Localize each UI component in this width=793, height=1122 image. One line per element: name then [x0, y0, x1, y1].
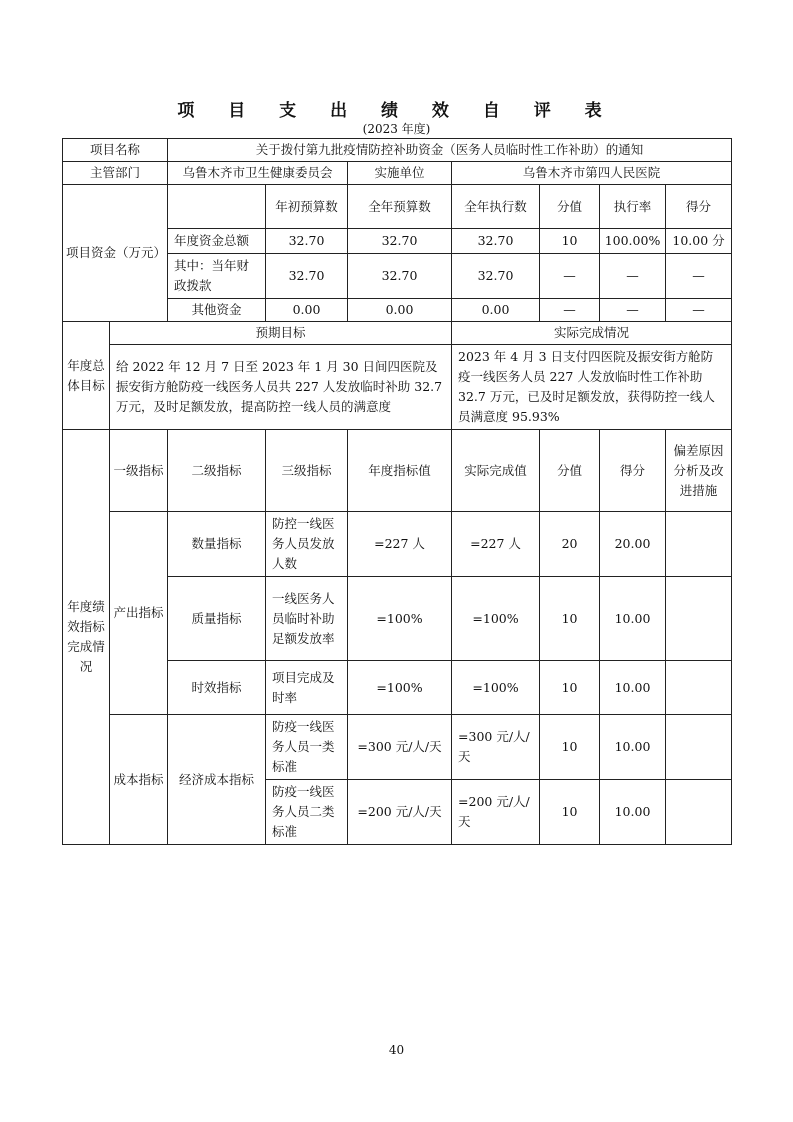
- funds-header: 执行率: [600, 185, 666, 229]
- funds-header: 得分: [666, 185, 732, 229]
- level3-indicator: 防疫一线医务人员一类标准: [266, 715, 348, 780]
- target-value: =200 元/人/天: [348, 780, 452, 845]
- score-value: 10: [540, 780, 600, 845]
- funds-cell: 32.70: [452, 254, 540, 299]
- score: 10.00: [600, 780, 666, 845]
- unit-value: 乌鲁木齐市第四人民医院: [452, 162, 732, 185]
- indicator-header: 三级指标: [266, 430, 348, 512]
- funds-cell: 10: [540, 229, 600, 254]
- goals-label: 年度总体目标: [63, 322, 110, 430]
- funds-cell: 32.70: [348, 229, 452, 254]
- score: 10.00: [600, 715, 666, 780]
- funds-cell: 32.70: [266, 229, 348, 254]
- indicators-section-label: 年度绩效指标完成情况: [63, 430, 110, 845]
- funds-cell: 10.00 分: [666, 229, 732, 254]
- level1-indicator: 产出指标: [110, 512, 168, 715]
- unit-label: 实施单位: [348, 162, 452, 185]
- score-value: 10: [540, 577, 600, 661]
- funds-cell: 32.70: [452, 229, 540, 254]
- project-name-value: 关于拨付第九批疫情防控补助资金（医务人员临时性工作补助）的通知: [168, 139, 732, 162]
- indicator-header: 一级指标: [110, 430, 168, 512]
- level2-indicator: 数量指标: [168, 512, 266, 577]
- score: 10.00: [600, 661, 666, 715]
- indicator-header: 偏差原因分析及改进措施: [666, 430, 732, 512]
- funds-header: 年初预算数: [266, 185, 348, 229]
- self-evaluation-table: [62, 138, 732, 845]
- year-note: (2023 年度): [362, 122, 431, 136]
- indicator-header: 分值: [540, 430, 600, 512]
- target-value: =300 元/人/天: [348, 715, 452, 780]
- score-value: 20: [540, 512, 600, 577]
- level3-indicator: 防控一线医务人员发放人数: [266, 512, 348, 577]
- funds-cell: 0.00: [266, 299, 348, 322]
- actual-result-header: 实际完成情况: [452, 322, 732, 345]
- funds-cell: 100.00%: [600, 229, 666, 254]
- deviation-note: [666, 661, 732, 715]
- level1-indicator: 成本指标: [110, 715, 168, 845]
- funds-header: 分值: [540, 185, 600, 229]
- indicator-header: 年度指标值: [348, 430, 452, 512]
- funds-cell: —: [666, 299, 732, 322]
- funds-row-name: 其中：当年财政拨款: [168, 254, 266, 299]
- actual-value: =227 人: [452, 512, 540, 577]
- actual-value: =300 元/人/天: [452, 715, 540, 780]
- level2-indicator: 经济成本指标: [168, 715, 266, 845]
- score-value: 10: [540, 661, 600, 715]
- level3-indicator: 防疫一线医务人员二类标准: [266, 780, 348, 845]
- funds-cell: 32.70: [266, 254, 348, 299]
- expected-goal-header: 预期目标: [110, 322, 452, 345]
- deviation-note: [666, 512, 732, 577]
- deviation-note: [666, 780, 732, 845]
- actual-value: =100%: [452, 577, 540, 661]
- target-value: =100%: [348, 577, 452, 661]
- indicator-header: 二级指标: [168, 430, 266, 512]
- funds-header: 全年预算数: [348, 185, 452, 229]
- project-name-label: 项目名称: [63, 139, 168, 162]
- actual-result-text: 2023 年 4 月 3 日支付四医院及振安街方舱防疫一线医务人员 227 人发放临时性工作补助 32.7 万元，已及时足额发放，获得防控一线人员满意度 95.93%: [452, 345, 732, 430]
- level2-indicator: 质量指标: [168, 577, 266, 661]
- score: 20.00: [600, 512, 666, 577]
- target-value: =227 人: [348, 512, 452, 577]
- target-value: =100%: [348, 661, 452, 715]
- funds-cell: 0.00: [348, 299, 452, 322]
- funds-cell: 32.70: [348, 254, 452, 299]
- document-title: 项 目 支 出 绩 效 自 评 表: [177, 101, 616, 121]
- dept-label: 主管部门: [63, 162, 168, 185]
- level2-indicator: 时效指标: [168, 661, 266, 715]
- funds-row-name: 年度资金总额: [168, 229, 266, 254]
- score-value: 10: [540, 715, 600, 780]
- funds-cell: —: [600, 299, 666, 322]
- funds-header: 全年执行数: [452, 185, 540, 229]
- funds-cell: —: [600, 254, 666, 299]
- funds-header-blank: [168, 185, 266, 229]
- indicator-header: 实际完成值: [452, 430, 540, 512]
- funds-cell: —: [666, 254, 732, 299]
- level3-indicator: 一线医务人员临时补助足额发放率: [266, 577, 348, 661]
- expected-goal-text: 给 2022 年 12 月 7 日至 2023 年 1 月 30 日间四医院及振安街方舱防疫一线医务人员共 227 人发放临时补助 32.7 万元，及时足额发放，提高防控一线人员的满意度: [110, 345, 452, 430]
- level3-indicator: 项目完成及时率: [266, 661, 348, 715]
- funds-cell: —: [540, 254, 600, 299]
- page-number: 40: [388, 1043, 405, 1057]
- dept-value: 乌鲁木齐市卫生健康委员会: [168, 162, 348, 185]
- funds-cell: —: [540, 299, 600, 322]
- deviation-note: [666, 577, 732, 661]
- score: 10.00: [600, 577, 666, 661]
- funds-row-name: 其他资金: [168, 299, 266, 322]
- actual-value: =100%: [452, 661, 540, 715]
- funds-label: 项目资金（万元）: [63, 185, 168, 322]
- funds-cell: 0.00: [452, 299, 540, 322]
- deviation-note: [666, 715, 732, 780]
- actual-value: =200 元/人/天: [452, 780, 540, 845]
- indicator-header: 得分: [600, 430, 666, 512]
